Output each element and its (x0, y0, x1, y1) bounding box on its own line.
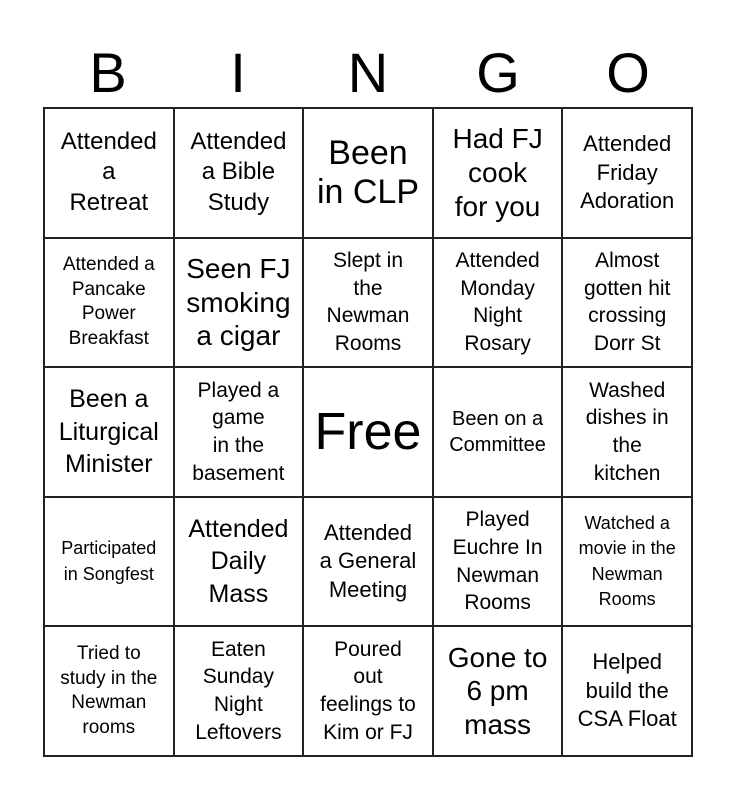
bingo-cell[interactable]: Slept in the Newman Rooms (303, 238, 433, 368)
bingo-cell[interactable]: Attended a Bible Study (174, 108, 304, 238)
bingo-cell[interactable]: Participated in Songfest (44, 497, 174, 627)
bingo-cell[interactable]: Attended a Pancake Power Breakfast (44, 238, 174, 368)
header-letter-i: I (230, 41, 246, 104)
bingo-cell[interactable]: Played a game in the basement (174, 367, 304, 497)
bingo-cell[interactable]: Attended a Retreat (44, 108, 174, 238)
bingo-cell[interactable]: Been a Liturgical Minister (44, 367, 174, 497)
bingo-cell[interactable]: Gone to 6 pm mass (433, 626, 563, 756)
header-letter-b: B (89, 41, 127, 104)
bingo-cell[interactable]: Poured out feelings to Kim or FJ (303, 626, 433, 756)
bingo-cell[interactable]: Watched a movie in the Newman Rooms (562, 497, 692, 627)
bingo-cell[interactable]: Washed dishes in the kitchen (562, 367, 692, 497)
bingo-cell[interactable]: Almost gotten hit crossing Dorr St (562, 238, 692, 368)
header-letter-o: O (606, 41, 650, 104)
bingo-cell[interactable]: Tried to study in the Newman rooms (44, 626, 174, 756)
bingo-cell[interactable]: Helped build the CSA Float (562, 626, 692, 756)
bingo-cell[interactable]: Had FJ cook for you (433, 108, 563, 238)
bingo-cell[interactable]: Eaten Sunday Night Leftovers (174, 626, 304, 756)
bingo-cell[interactable]: Been in CLP (303, 108, 433, 238)
bingo-cell[interactable]: Attended Friday Adoration (562, 108, 692, 238)
bingo-cell[interactable]: Attended a General Meeting (303, 497, 433, 627)
bingo-cell[interactable]: Played Euchre In Newman Rooms (433, 497, 563, 627)
bingo-card-grid (43, 107, 693, 757)
bingo-cell[interactable]: Been on a Committee (433, 367, 563, 497)
header-letter-g: G (476, 41, 520, 104)
bingo-cell[interactable]: Attended Monday Night Rosary (433, 238, 563, 368)
header-letter-n: N (347, 41, 389, 104)
free-space-cell[interactable]: Free (303, 367, 433, 497)
bingo-cell[interactable]: Seen FJ smoking a cigar (174, 238, 304, 368)
bingo-cell[interactable]: Attended Daily Mass (174, 497, 304, 627)
bingo-header (43, 38, 693, 108)
